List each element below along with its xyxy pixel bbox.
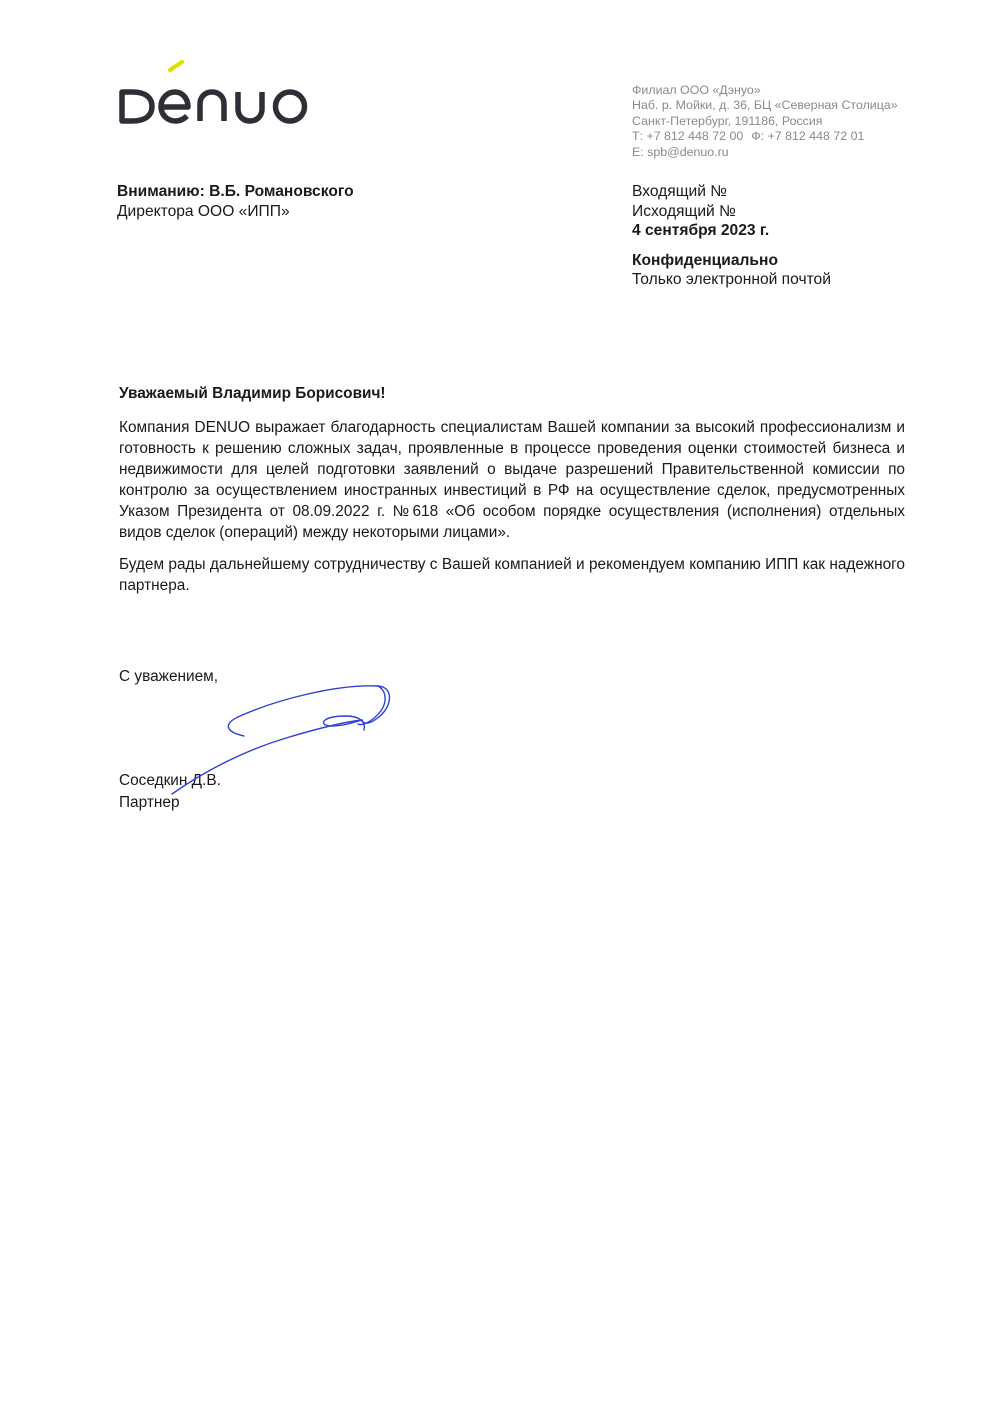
branch-name: Филиал ООО «Дэнуо» <box>632 83 761 97</box>
handwritten-signature <box>166 676 398 800</box>
salutation: Уважаемый Владимир Борисович! <box>119 385 386 402</box>
denuo-logo-icon <box>118 60 334 128</box>
signer-name: Соседкин Д.В. <box>119 772 221 789</box>
branch-fax: Ф: +7 812 448 72 01 <box>751 129 865 144</box>
addressee-block <box>117 182 354 222</box>
outgoing-number: Исходящий № <box>632 202 736 220</box>
incoming-number: Входящий № <box>632 183 728 200</box>
branch-address-line2: Санкт-Петербург, 191186, Россия <box>632 113 823 128</box>
body-paragraph-2: Будем рады дальнейшему сотрудничеству с Вашей компанией и рекомендуем компанию ИПП как надежного партнера. <box>119 556 905 594</box>
letter-body <box>119 417 905 607</box>
signature-icon <box>166 676 398 800</box>
branch-email: E: spb@denuo.ru <box>632 144 729 159</box>
body-paragraph-1: Компания DENUO выражает благодарность специалистам Вашей компании за высокий профессионализм и готовность к решению сложных задач, проявленные в процессе проведения оценки стоимостей бизнеса и недвижимости для целей подготовки заявлений о выдаче разрешений Правительственной комиссии по контролю за осуществлением иностранных инвестиций в РФ на осуществление сделок, предусмотренных Указом Президента от 08.09.2022 г. №618 «Об особом порядке осуществления (исполнения) отдельных видов сделок (операций) между некоторыми лицами». <box>119 419 905 541</box>
signer-title: Партнер <box>119 793 180 811</box>
addressee-position: Директора ООО «ИПП» <box>117 203 290 220</box>
addressee-attention: Вниманию: В.Б. Романовского <box>117 183 354 200</box>
letter-date: 4 сентября 2023 г. <box>632 222 770 240</box>
confidential-label: Конфиденциально <box>632 251 778 269</box>
delivery-note: Только электронной почтой <box>632 271 831 289</box>
branch-address-line1: Наб. р. Мойки, д. 36, БЦ «Северная Столица» <box>632 98 898 113</box>
branch-contact-block <box>632 83 898 160</box>
closing-phrase: С уважением, <box>119 668 219 685</box>
registration-block <box>632 182 831 290</box>
branch-phone: Т: +7 812 448 72 00 <box>632 129 744 144</box>
company-logo <box>118 60 334 128</box>
branch-phone-fax-line <box>632 129 898 144</box>
